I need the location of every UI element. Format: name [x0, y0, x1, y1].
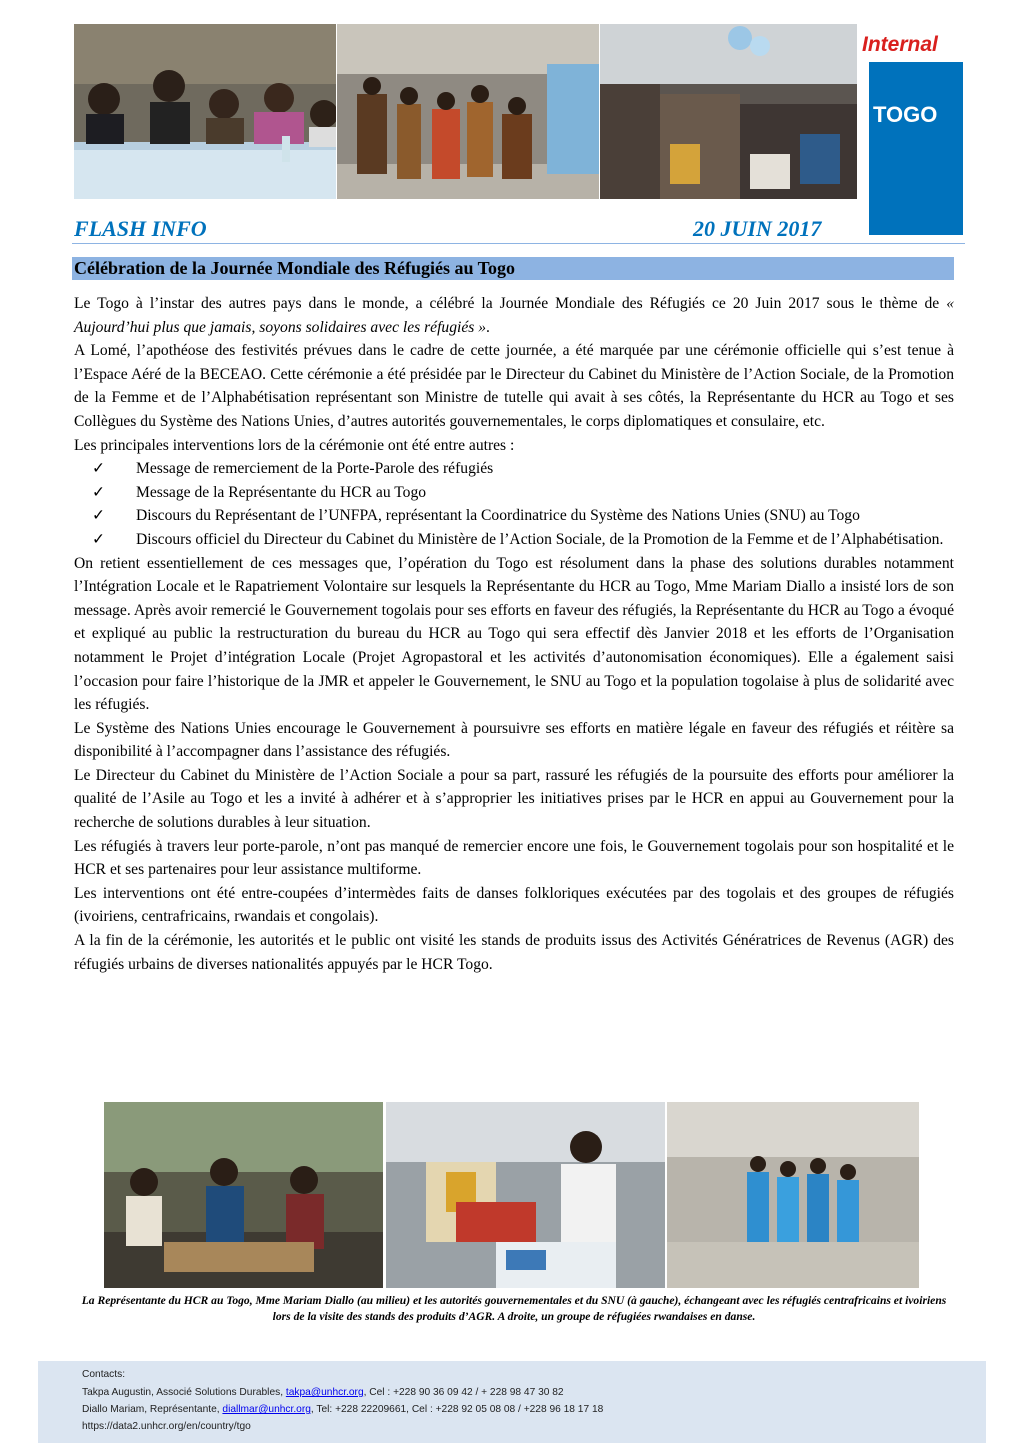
email-link-takpa[interactable]: takpa@unhcr.org [285, 1387, 364, 1398]
paragraph-stands: A la fin de la cérémonie, les autorités et le public ont visité les stands de produits issus des Activités Génératrices de Revenus (AGR) des réfugiés urbains de diverses nationalités appuyés par le HCR Togo. [74, 932, 954, 973]
article-title: Célébration de la Journée Mondiale des Réfugiés au Togo [74, 258, 516, 278]
paragraph-messages: On retient essentiellement de ces messages que, l’opération du Togo est résolument dans la phase des solutions durables notamment l’Intégration Locale et le Rapatriement Volontaire sur lesquels la Représentante du HCR au Togo, Mme Mariam Diallo a insisté lors de son message. Après avoir remercié le Gouvernement togolais pour ses efforts en faveur des réfugiés, la Représentante du HCR au Togo a évoqué et expliqué au public la restructuration du bureau du HCR au Togo qui sera effectif dès Janvier 2018 et les efforts de l’Organisation notamment le Projet d’intégration Locale (Projet Agropastoral et les activités d’autonomisation économiques). Elle a également saisi l’occasion pour faire l’historique de la JMR et appeler le Gouvernement, le SNU au Togo et la population togolaise à plus de solidarité avec les réfugiés. [74, 554, 954, 714]
theme-quote: « Aujourd’hui plus que jamais, soyons solidaires avec les réfugiés » [74, 295, 954, 336]
photo-officials-table [74, 24, 336, 199]
internal-label: Internal [862, 33, 938, 56]
interventions-list [74, 457, 954, 551]
list-item: ✓ Discours du Représentant de l’UNFPA, représentant la Coordinatrice du Système des Nations Unies (SNU) au Togo [74, 504, 954, 528]
flash-info-label: FLASH INFO [74, 216, 207, 241]
checkmark-icon: ✓ [92, 530, 106, 548]
list-item: ✓ Discours officiel du Directeur du Cabinet du Ministère de l’Action Sociale, de la Promotion de la Femme et de l’Alphabétisation. [74, 528, 954, 552]
contacts-footer [38, 1361, 986, 1443]
paragraph-director: Le Directeur du Cabinet du Ministère de l’Action Sociale a pour sa part, rassuré les réfugiés de la poursuite des efforts pour améliorer la qualité de l’Asile au Togo et les a invité à adhérer et à s’approprier les initiatives prises par le HCR en appui au Gouvernement pour la recherche de solutions durables à leur situation. [74, 766, 954, 832]
photo-representative-stand [386, 1102, 665, 1288]
photo-audience-hall [600, 24, 857, 199]
paragraph-intro: Le Togo à l’instar des autres pays dans le monde, a célébré la Journée Mondiale des Réfugiés ce 20 Juin 2017 sous le thème de « Aujourd’hui plus que jamais, soyons solidaires avec les réfugiés ». [74, 295, 954, 336]
paragraph-interventions-intro: Les principales interventions lors de la cérémonie ont été entre autres : [74, 436, 515, 454]
checkmark-icon: ✓ [92, 483, 106, 501]
headline-band [72, 257, 954, 280]
checkmark-icon: ✓ [92, 460, 106, 478]
paragraph-dances: Les interventions ont été entre-coupées d’intermèdes faits de danses folkloriques exécutées par des togolais et des groupes de réfugiés (ivoiriens, centrafricains, rwandais et congolais). [74, 884, 954, 926]
paragraph-ceremony: A Lomé, l’apothéose des festivités prévues dans le cadre de cette journée, a été marquée par une cérémonie officielle qui s’est tenue à l’Espace Aéré de la BECEAO. Cette cérémonie a été présidée par le Directeur du Cabinet du Ministère de l’Action Sociale, de la Promotion de la Femme et de l’Alphabétisation représentant son Ministre de tutelle qui avait à ses côtés, la Représentante du HCR au Togo et ses Collègues du Système des Nations Unies, d’autres autorités gouvernementales, le corps diplomatiques et consulaire, etc. [74, 342, 954, 430]
issue-date: 20 JUIN 2017 [693, 216, 822, 241]
header-divider [72, 243, 965, 244]
contacts-label: Contacts: [82, 1369, 126, 1380]
checkmark-icon: ✓ [92, 507, 106, 525]
article-body [74, 292, 954, 976]
photo-stand-visit [104, 1102, 383, 1288]
country-badge [869, 62, 963, 235]
list-item: ✓ Message de la Représentante du HCR au Togo [74, 481, 954, 505]
country-label: TOGO [873, 102, 938, 127]
contact-line-diallo: Diallo Mariam, Représentante, diallmar@unhcr.org, Tel: +228 22209661, Cel : +228 92 05 08 08 / +228 96 18 17 18 [82, 1404, 604, 1415]
paragraph-refugees: Les réfugiés à travers leur porte-parole, n’ont pas manqué de remercier encore une fois, le Gouvernement togolais pour son hospitalité et le HCR et ses partenaires pour leur assistance multiforme. [74, 837, 954, 879]
photo-caption: La Représentante du HCR au Togo, Mme Mariam Diallo (au milieu) et les autorités gouvernementales et du SNU (à gauche), échangeant avec les réfugiés centrafricains et ivoiriens lors de la visite des stands des produits d’AGR. A droite, un groupe de réfugiées rwandaises en danse. [81, 1294, 947, 1323]
website-link[interactable]: https://data2.unhcr.org/en/country/tgo [82, 1421, 251, 1432]
paragraph-snu: Le Système des Nations Unies encourage le Gouvernement à poursuivre ses efforts en matière légale en faveur des réfugiés et réitère sa disponibilité à l’accompagner dans l’assistance des réfugiés. [74, 719, 954, 761]
photo-rwandan-dancers [667, 1102, 919, 1288]
photo-dancers-hall [337, 24, 599, 199]
list-item: ✓ Message de remerciement de la Porte-Parole des réfugiés [74, 457, 954, 481]
contact-line-takpa: Takpa Augustin, Associé Solutions Durables, takpa@unhcr.org, Cel : +228 90 36 09 42 / + 228 98 47 30 82 [82, 1387, 564, 1398]
email-link-diallo[interactable]: diallmar@unhcr.org [222, 1404, 311, 1415]
